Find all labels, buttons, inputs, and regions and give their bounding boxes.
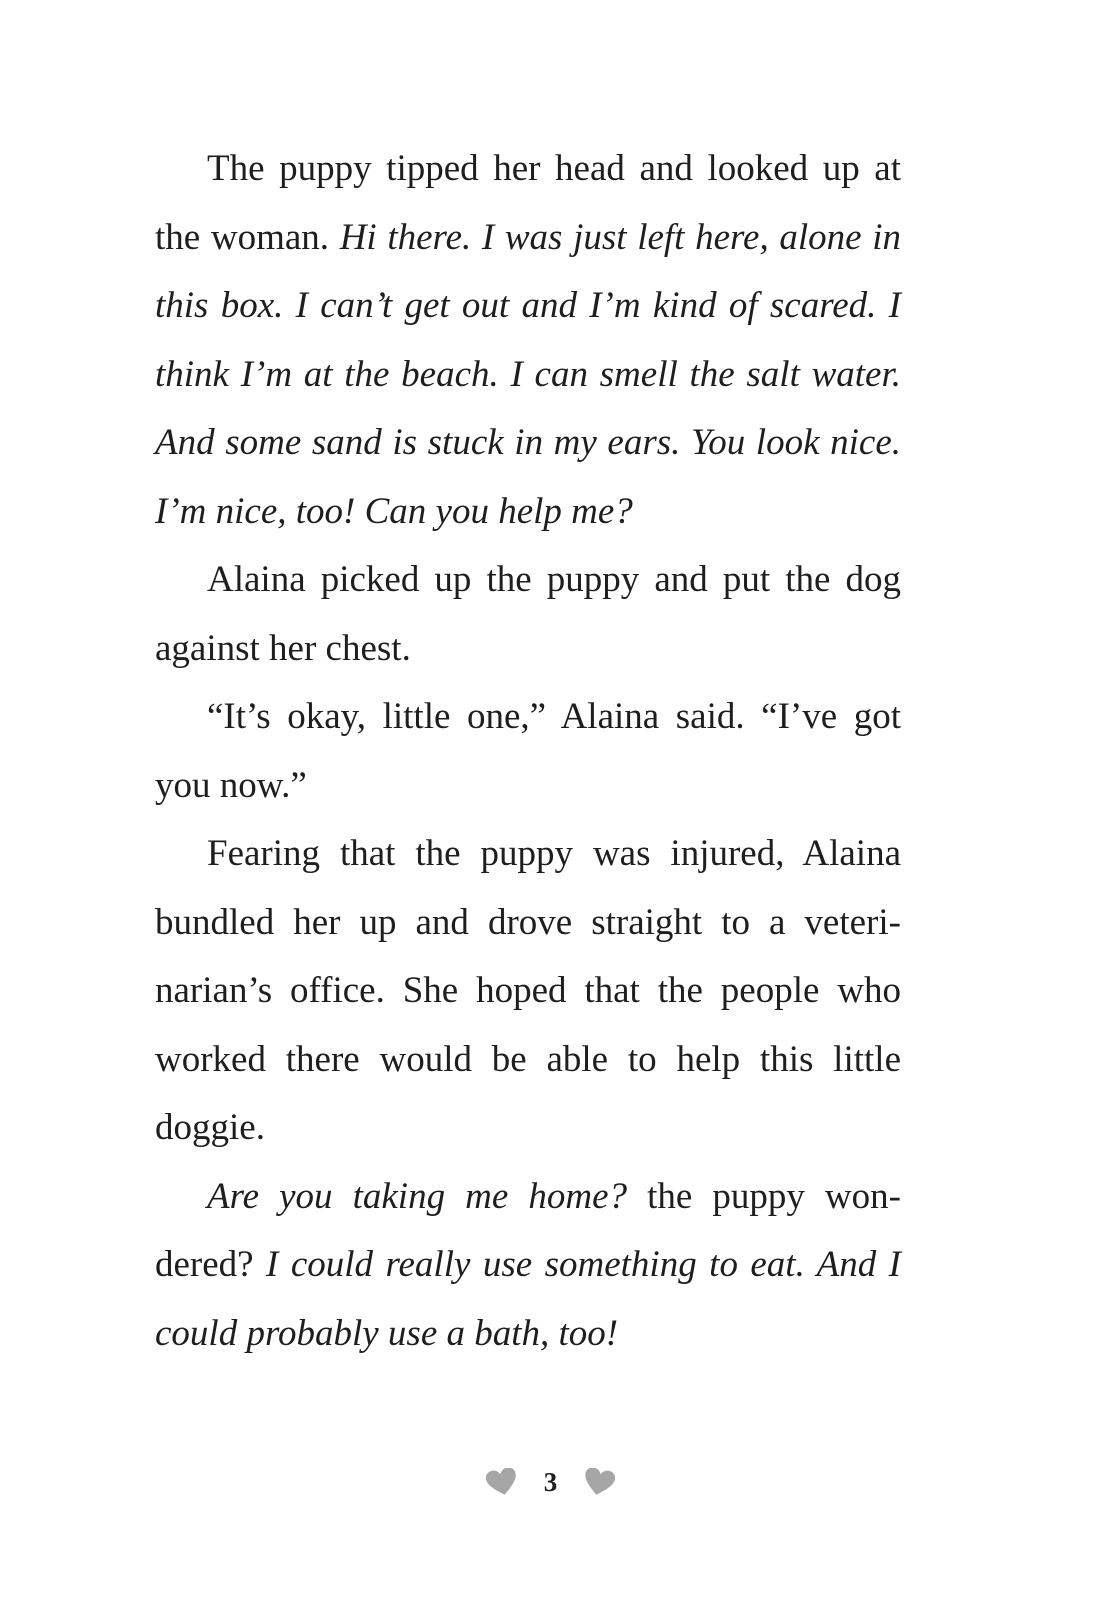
narration-text: The puppy tipped her head and looked up at the woman. — [155, 148, 901, 258]
heart-icon — [583, 1468, 615, 1496]
narration-text: Alaina picked up the puppy and put the dog against her chest. — [155, 559, 901, 669]
puppy-thought-text: Are you taking me home? — [207, 1175, 628, 1217]
paragraph — [155, 820, 901, 1163]
paragraph — [155, 683, 901, 820]
page-body — [155, 135, 901, 1368]
page-number: 3 — [543, 1466, 558, 1497]
paragraph — [155, 135, 901, 546]
paragraph — [155, 546, 901, 683]
page-footer — [0, 1462, 1101, 1502]
paragraph — [155, 1163, 901, 1369]
narration-text: Fearing that the puppy was injured, Alaina bundled her up and drove straight to a veterinarian’s office. She hoped that the people who worked there would be able to help this little doggie. — [155, 833, 901, 1148]
dialogue-text: “It’s okay, little one,” Alaina said. “I’ve got you now.” — [155, 696, 901, 806]
puppy-thought-text: I could really use something to eat. And I could probably use a bath, too! — [155, 1244, 901, 1354]
narration-text: the puppy wondered? — [155, 1175, 901, 1285]
puppy-thought-text: Hi there. I was just left here, alone in this box. I can’t get out and I’m kind of scared. I think I’m at the beach. I can smell the salt water. And some sand is stuck in my ears. You look nice. I’m nice, too! Can you help me? — [155, 216, 902, 532]
heart-icon — [486, 1468, 518, 1496]
